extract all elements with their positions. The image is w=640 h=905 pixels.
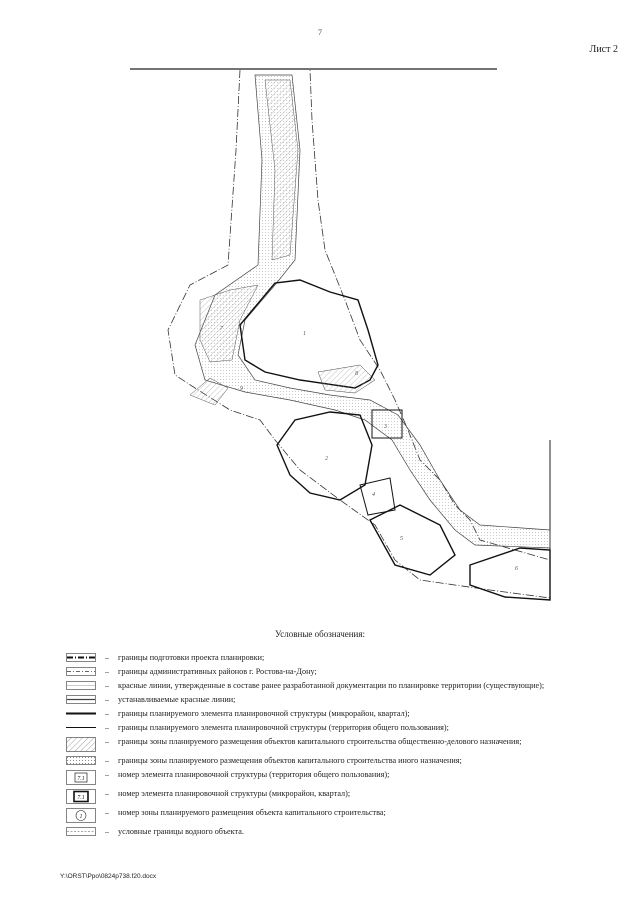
water-object	[200, 285, 258, 362]
legend-text: красные линии, утвержденные в составе ранее разработанной документации по планировке территории (существующие);	[118, 681, 545, 690]
legend-text: номер элемента планировочной структуры (микрорайон, квартал);	[118, 789, 351, 798]
zone-label: 6	[515, 566, 518, 572]
legend-row: – границы зоны планируемого размещения объектов капитального строительства общественно-делового назначения;	[66, 736, 606, 752]
legend-text: границы планируемого элемента планировочной структуры (микрорайон, квартал);	[118, 709, 410, 718]
existing-red-lines-symbol	[66, 681, 96, 690]
legend-text: границы подготовки проекта планировки;	[118, 653, 265, 662]
legend-row: 1 – номер зоны планируемого размещения объекта капитального строительства;	[66, 807, 606, 823]
district-boundary-symbol	[66, 667, 96, 676]
footer-file-path: Y:\ORST\Ppo\0824p738.f20.docx	[60, 873, 157, 880]
legend-row: – границы административных районов г. Ростова-на-Дону;	[66, 666, 606, 677]
legend-text: границы планируемого элемента планировочной структуры (территория общего пользования);	[118, 723, 449, 732]
planning-boundary-symbol	[66, 653, 96, 662]
zone-label: 8	[355, 371, 358, 377]
water-boundary-symbol	[66, 827, 96, 836]
legend-text: границы зоны планируемого размещения объектов капитального строительства иного назначения;	[118, 756, 462, 765]
legend-text: границы административных районов г. Ростова-на-Дону;	[118, 667, 317, 676]
legend-text: устанавливаемые красные линии;	[118, 695, 236, 704]
zone-label: 1	[303, 331, 306, 337]
legend-row: – границы зоны планируемого размещения объектов капитального строительства иного назначения;	[66, 755, 606, 766]
legend	[66, 652, 606, 840]
legend-row: 7.1 – номер элемента планировочной структуры (территория общего пользования);	[66, 769, 606, 785]
legend-text: номер элемента планировочной структуры (территория общего пользования);	[118, 770, 390, 779]
legend-row: – границы подготовки проекта планировки;	[66, 652, 606, 663]
page-number: 7	[318, 28, 322, 37]
quarter-6	[470, 548, 550, 600]
legend-text: условные границы водного объекта.	[118, 827, 244, 836]
quarter-element-number-symbol	[66, 789, 96, 804]
legend-text: границы зоны планируемого размещения объектов капитального строительства общественно-делового назначения;	[118, 737, 522, 746]
zone-label: 4	[372, 492, 375, 498]
svg-text:7.1: 7.1	[77, 776, 85, 782]
legend-row: – условные границы водного объекта.	[66, 826, 606, 837]
zone-label: 3	[384, 424, 387, 430]
public-territory-boundary-symbol	[66, 723, 96, 732]
public-element-number-symbol	[66, 770, 96, 785]
zone-label: 7	[220, 326, 223, 332]
zone-label: 2	[325, 456, 328, 462]
sheet-label: Лист 2	[589, 44, 618, 55]
legend-row: – устанавливаемые красные линии;	[66, 694, 606, 705]
quarter-5	[370, 505, 455, 575]
zone-number-symbol	[66, 808, 96, 823]
zone-label: 5	[400, 536, 403, 542]
zone-hatch-1	[318, 365, 375, 393]
legend-row: – границы планируемого элемента планировочной структуры (микрорайон, квартал);	[66, 708, 606, 719]
zone-label: 9	[240, 386, 243, 392]
legend-text: номер зоны планируемого размещения объекта капитального строительства;	[118, 808, 386, 817]
legend-title: Условные обозначения:	[274, 629, 365, 639]
quarter-boundary-symbol	[66, 709, 96, 718]
legend-row: 7.1 – номер элемента планировочной структуры (микрорайон, квартал);	[66, 788, 606, 804]
business-zone-symbol	[66, 737, 96, 752]
road-corridor	[195, 75, 550, 548]
new-red-lines-symbol	[66, 695, 96, 704]
legend-row: – красные линии, утвержденные в составе ранее разработанной документации по планировке территории (существующие);	[66, 680, 606, 691]
other-zone-symbol	[66, 756, 96, 765]
svg-text:7.1: 7.1	[77, 795, 85, 801]
legend-row: – границы планируемого элемента планировочной структуры (территория общего пользования);	[66, 722, 606, 733]
svg-text:1: 1	[79, 814, 83, 820]
